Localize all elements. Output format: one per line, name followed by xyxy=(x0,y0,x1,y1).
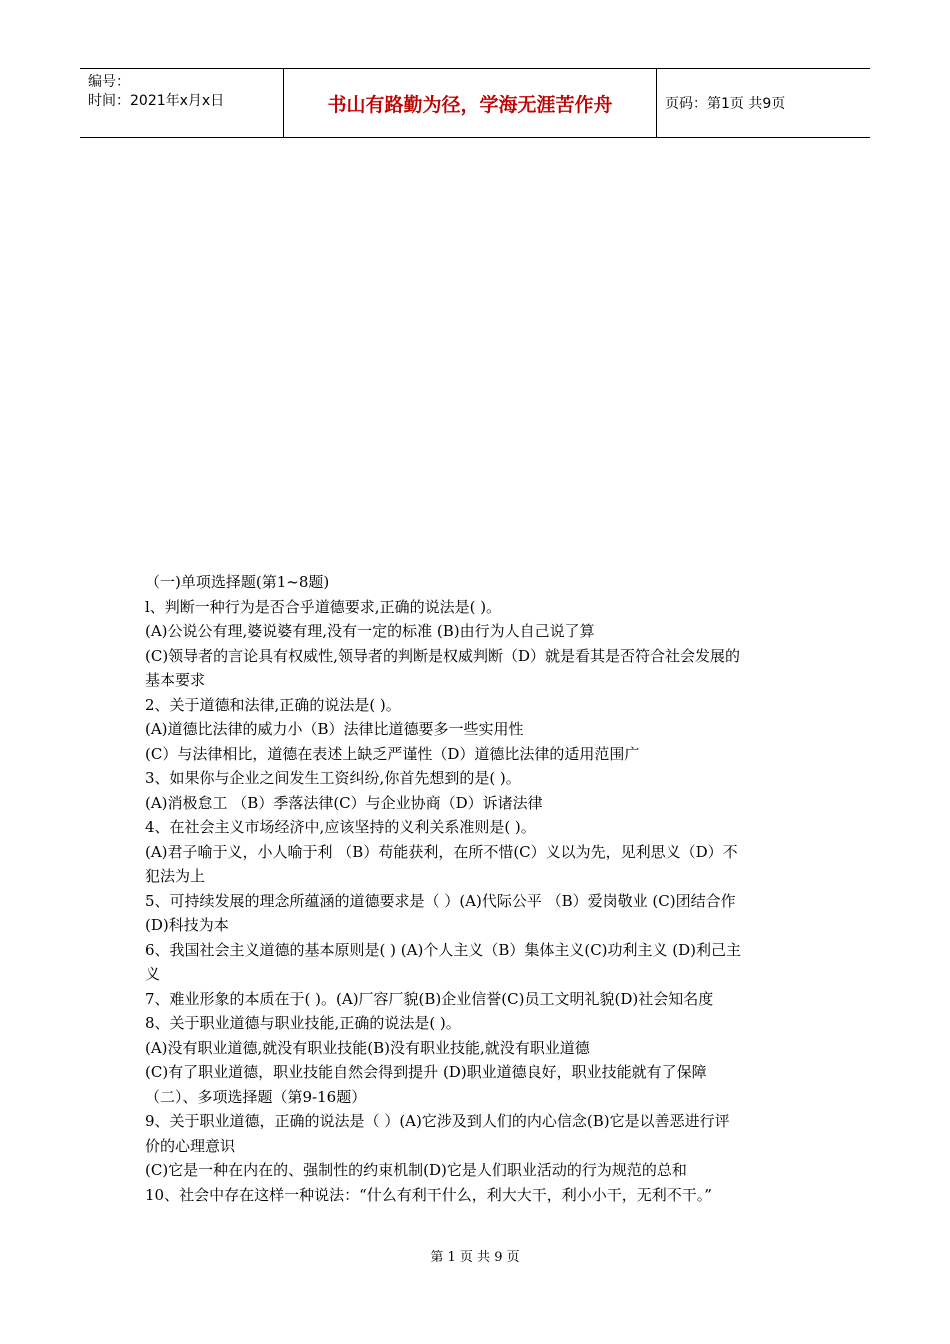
page-header xyxy=(80,68,870,138)
section-heading: （一)单项选择题(第1~8题) xyxy=(145,573,330,591)
question-line: 犯法为上 xyxy=(145,867,206,885)
page-info: 页码：第1页 共9页 xyxy=(665,96,786,112)
question-line: 8、关于职业道德与职业技能,正确的说法是( )。 xyxy=(145,1014,461,1032)
question-line: 义 xyxy=(145,965,161,983)
question-line: (C)领导者的言论具有权威性,领导者的判断是权威判断（D）就是看其是否符合社会发展的 xyxy=(145,646,740,665)
number-label: 编号： xyxy=(88,74,130,90)
question-line: (C）与法律相比，道德在表述上缺乏严谨性（D）道德比法律的适用范围广 xyxy=(145,744,640,763)
question-line: 价的心理意识 xyxy=(145,1136,236,1155)
question-line: 10、社会中存在这样一种说法：“什么有利干什么，利大大干，利小小干，无利不干。” xyxy=(145,1185,712,1204)
header-info xyxy=(80,69,283,137)
question-line: 5、可持续发展的理念所蕴涵的道德要求是（ ）(A)代际公平 （B）爱岗敬业 (C)团结合作 xyxy=(145,891,736,910)
question-line: (A)消极怠工 （B）季落法律(C）与企业协商（D）诉诸法律 xyxy=(145,793,543,812)
question-line: 基本要求 xyxy=(145,671,206,689)
page-footer: 第 1 页 共 9 页 xyxy=(430,1250,520,1265)
time-label: 时间：2021年x月x日 xyxy=(88,93,225,109)
question-line: 7、难业形象的本质在于( )。(A)厂容厂貌(B)企业信誉(C)员工文明礼貌(D)社会知名度 xyxy=(145,989,714,1008)
question-line: (A)道德比法律的威力小（B）法律比道德要多一些实用性 xyxy=(145,720,524,738)
section-heading: （二）、多项选择题（第9-16题） xyxy=(145,1087,367,1106)
question-line: (A)公说公有理,婆说婆有理,没有一定的标准 (B)由行为人自己说了算 xyxy=(145,622,595,640)
question-line: l、判断一种行为是否合乎道德要求,正确的说法是( )。 xyxy=(145,597,502,616)
question-line: 9、关于职业道德，正确的说法是（ ）(A)它涉及到人们的内心信念(B)它是以善恶进行评 xyxy=(145,1112,730,1130)
question-line: 3、如果你与企业之间发生工资纠纷,你首先想到的是( )。 xyxy=(145,769,521,787)
question-line: 2、关于道德和法律,正确的说法是( )。 xyxy=(145,695,401,714)
question-line: 6、我国社会主义道德的基本原则是( ) (A)个人主义（B）集体主义(C)功利主义 (D)利己主 xyxy=(145,940,742,959)
question-line: (D)科技为本 xyxy=(145,916,229,934)
question-line: (C)它是一种在内在的、强制性的约束机制(D)它是人们职业活动的行为规范的总和 xyxy=(145,1161,687,1179)
question-line: (A)君子喻于义，小人喻于利 （B）苟能获利，在所不惜(C）义以为先，见利思义（D）不 xyxy=(145,842,738,861)
question-content xyxy=(145,570,813,1207)
question-line: 4、在社会主义市场经济中,应该坚持的义利关系准则是( )。 xyxy=(145,818,536,836)
question-line: (A)没有职业道德,就没有职业技能(B)没有职业技能,就没有职业道德 xyxy=(145,1038,590,1057)
motto: 书山有路勤为径，学海无涯苦作舟 xyxy=(283,69,657,137)
question-line: (C)有了职业道德，职业技能自然会得到提升 (D)职业道德良好，职业技能就有了保障 xyxy=(145,1063,707,1081)
